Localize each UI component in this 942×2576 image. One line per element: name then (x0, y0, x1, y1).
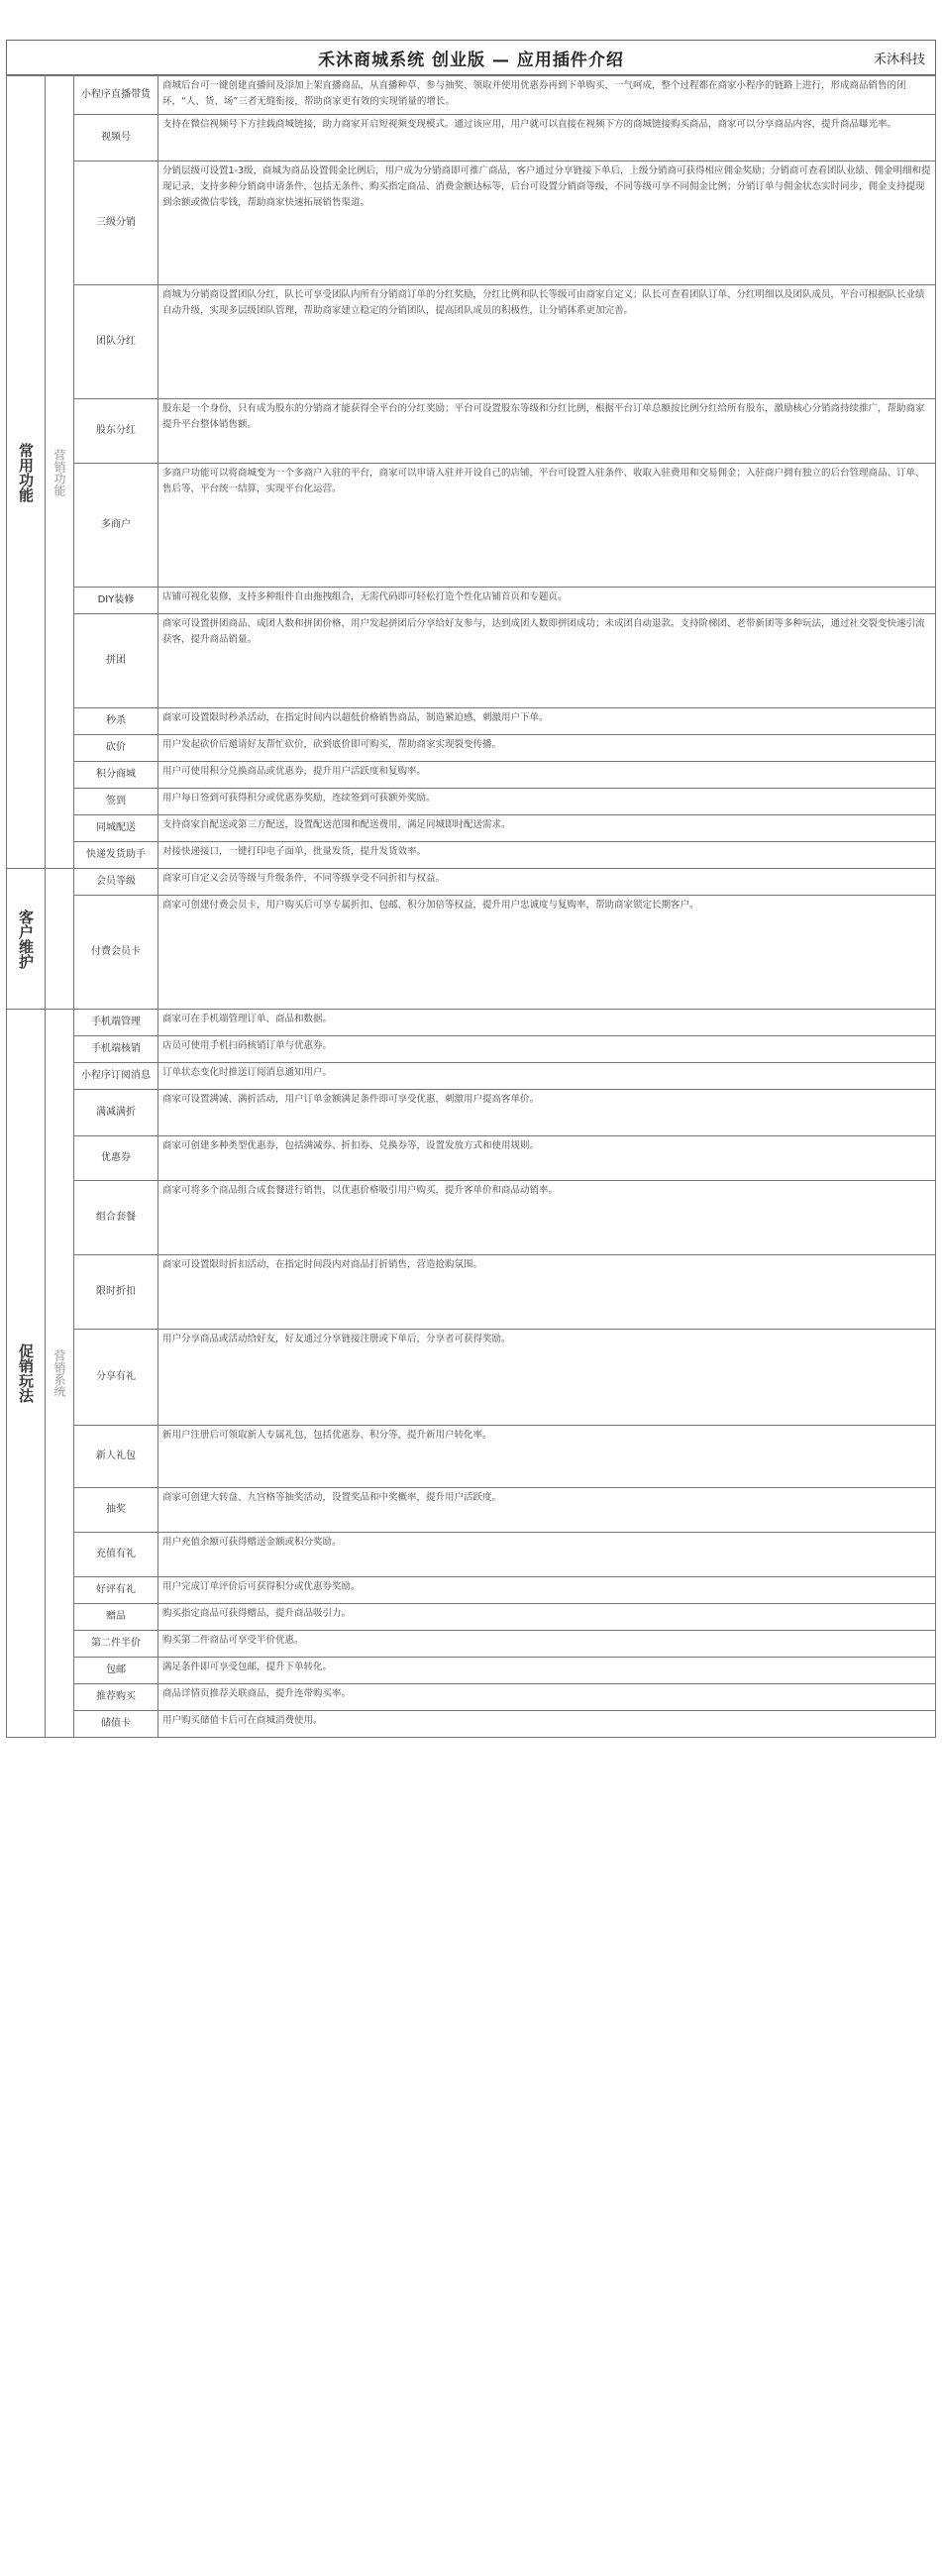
plugin-name: 手机端核销 (74, 1036, 158, 1063)
plugin-description: 商家可创建大转盘、九宫格等抽奖活动，设置奖品和中奖概率，提升用户活跃度。 (158, 1488, 936, 1533)
plugin-name: 充值有礼 (74, 1533, 158, 1577)
plugin-name: 股东分红 (74, 399, 158, 464)
plugin-name: 三级分销 (74, 161, 158, 285)
plugin-description: 商家可在手机端管理订单、商品和数据。 (158, 1010, 936, 1036)
plugin-table-body (7, 76, 936, 1738)
plugin-name: 抽奖 (74, 1488, 158, 1533)
plugin-description: 用户发起砍价后邀请好友帮忙砍价，砍到底价即可购买，帮助商家实现裂变传播。 (158, 735, 936, 762)
plugin-description: 多商户功能可以将商城变为一个多商户入驻的平台，商家可以申请入驻并开设自己的店铺，平台可设置入驻条件、收取入驻费用和交易佣金；入驻商户拥有独立的后台管理商品、订单、售后等，平台统一结算，实现平台化运营。 (158, 464, 936, 588)
plugin-description: 购买指定商品可获得赠品，提升商品吸引力。 (158, 1604, 936, 1631)
table-row (7, 76, 936, 115)
plugin-description: 商家可设置拼团商品、成团人数和拼团价格，用户发起拼团后分享给好友参与，达到成团人数即拼团成功；未成团自动退款。支持阶梯团、老带新团等多种玩法，通过社交裂变快速引流获客，提升商品销量。 (158, 614, 936, 708)
table-row (7, 1136, 936, 1181)
table-row (7, 1010, 936, 1036)
table-row (7, 1255, 936, 1330)
plugin-table (6, 75, 936, 1738)
plugin-name: 组合套餐 (74, 1181, 158, 1255)
title-bar (6, 40, 936, 75)
category-label: 促销玩法 (7, 1010, 46, 1738)
table-row (7, 399, 936, 464)
plugin-description: 商家可自定义会员等级与升级条件，不同等级享受不同折扣与权益。 (158, 869, 936, 896)
plugin-description: 商品详情页推荐关联商品，提升连带购买率。 (158, 1684, 936, 1711)
plugin-description: 用户购买储值卡后可在商城消费使用。 (158, 1711, 936, 1738)
plugin-description: 分销层级可设置1-3级，商城为商品设置佣金比例后，用户成为分销商即可推广商品，客户通过分享链接下单后，上级分销商可获得相应佣金奖励；分销商可查看团队业绩、佣金明细和提现记录，支持多种分销商申请条件，包括无条件、购买指定商品、消费金额达标等，后台可设置分销商等级，不同等级可享不同佣金比例；分销订单与佣金状态实时同步，佣金支持提现到余额或微信零钱，帮助商家快速拓展销售渠道。 (158, 161, 936, 285)
subcategory-label: 营销功能 (46, 76, 74, 869)
table-row (7, 1488, 936, 1533)
plugin-name: 团队分红 (74, 285, 158, 399)
plugin-name: 视频号 (74, 115, 158, 161)
table-row (7, 1036, 936, 1063)
table-row (7, 1577, 936, 1604)
plugin-description: 商家可创建付费会员卡，用户购买后可享专属折扣、包邮、积分加倍等权益，提升用户忠诚度与复购率，帮助商家锁定长期客户。 (158, 896, 936, 1010)
plugin-name: 包邮 (74, 1658, 158, 1684)
plugin-description: 新用户注册后可领取新人专属礼包，包括优惠券、积分等，提升新用户转化率。 (158, 1426, 936, 1488)
plugin-description: 满足条件即可享受包邮，提升下单转化。 (158, 1658, 936, 1684)
plugin-description: 购买第二件商品可享受半价优惠。 (158, 1631, 936, 1658)
table-row (7, 285, 936, 399)
table-row (7, 1330, 936, 1426)
table-row (7, 464, 936, 588)
plugin-name: 积分商城 (74, 762, 158, 789)
plugin-description: 支持在微信视频号下方挂载商城链接，助力商家开启短视频变现模式。通过该应用，用户就可以直接在视频下方的商城链接购买商品，商家可以分享商品内容，提升商品曝光率。 (158, 115, 936, 161)
table-row (7, 1181, 936, 1255)
plugin-description: 商城后台可一键创建直播间及添加上架直播商品，从直播种草、参与抽奖、领取并使用优惠券再到下单购买，一气呵成，整个过程都在商家小程序的链路上进行，形成商品销售的闭环，“人、货、场”三者无缝衔接，帮助商家更有效的实现销量的增长。 (158, 76, 936, 115)
plugin-description: 商家可设置限时折扣活动，在指定时间段内对商品打折销售，营造抢购氛围。 (158, 1255, 936, 1330)
table-row (7, 1711, 936, 1738)
plugin-description: 商家可设置满减、满折活动，用户订单金额满足条件即可享受优惠，刺激用户提高客单价。 (158, 1090, 936, 1136)
plugin-name: 多商户 (74, 464, 158, 588)
plugin-description: 商家可创建多种类型优惠券，包括满减券、折扣券、兑换券等，设置发放方式和使用规则。 (158, 1136, 936, 1181)
brand-name: 禾沐科技 (873, 53, 925, 67)
plugin-name: 好评有礼 (74, 1577, 158, 1604)
table-row (7, 1426, 936, 1488)
plugin-name: 付费会员卡 (74, 896, 158, 1010)
plugin-name: 同城配送 (74, 815, 158, 842)
plugin-description: 订单状态变化时推送订阅消息通知用户。 (158, 1063, 936, 1090)
category-label: 常用功能 (7, 76, 46, 869)
table-row (7, 1658, 936, 1684)
plugin-name: 小程序直播带货 (74, 76, 158, 115)
category-label: 客户维护 (7, 869, 46, 1010)
table-row (7, 815, 936, 842)
table-row (7, 614, 936, 708)
document-page (6, 40, 936, 1738)
table-row (7, 762, 936, 789)
plugin-description: 对接快递接口，一键打印电子面单，批量发货，提升发货效率。 (158, 842, 936, 869)
table-row (7, 1631, 936, 1658)
plugin-name: DIY装修 (74, 588, 158, 614)
table-row (7, 842, 936, 869)
table-row (7, 789, 936, 815)
plugin-name: 手机端管理 (74, 1010, 158, 1036)
table-row (7, 735, 936, 762)
subcategory-label: 营销系统 (46, 1010, 74, 1738)
table-row (7, 1684, 936, 1711)
plugin-description: 店员可使用手机扫码核销订单与优惠券。 (158, 1036, 936, 1063)
plugin-description: 用户每日签到可获得积分或优惠券奖励，连续签到可获额外奖励。 (158, 789, 936, 815)
table-row (7, 896, 936, 1010)
table-row (7, 708, 936, 735)
plugin-name: 限时折扣 (74, 1255, 158, 1330)
plugin-description: 店铺可视化装修，支持多种组件自由拖拽组合，无需代码即可轻松打造个性化店铺首页和专题页。 (158, 588, 936, 614)
plugin-description: 商家可将多个商品组合成套餐进行销售，以优惠价格吸引用户购买，提升客单价和商品动销率。 (158, 1181, 936, 1255)
subcategory-label (46, 869, 74, 1010)
plugin-description: 用户充值余额可获得赠送金额或积分奖励。 (158, 1533, 936, 1577)
plugin-name: 储值卡 (74, 1711, 158, 1738)
plugin-description: 商家可设置限时秒杀活动，在指定时间内以超低价格销售商品，制造紧迫感，刺激用户下单。 (158, 708, 936, 735)
plugin-name: 推荐购买 (74, 1684, 158, 1711)
plugin-name: 拼团 (74, 614, 158, 708)
plugin-name: 第二件半价 (74, 1631, 158, 1658)
table-row (7, 1090, 936, 1136)
plugin-name: 快递发货助手 (74, 842, 158, 869)
page-title: 禾沐商城系统 创业版 — 应用插件介绍 (318, 50, 624, 70)
plugin-name: 赠品 (74, 1604, 158, 1631)
plugin-name: 会员等级 (74, 869, 158, 896)
plugin-name: 满减满折 (74, 1090, 158, 1136)
table-row (7, 115, 936, 161)
plugin-name: 秒杀 (74, 708, 158, 735)
table-row (7, 869, 936, 896)
plugin-description: 股东是一个身份，只有成为股东的分销商才能获得全平台的分红奖励；平台可设置股东等级和分红比例，根据平台订单总额按比例分红给所有股东，激励核心分销商持续推广，帮助商家提升平台整体销售额。 (158, 399, 936, 464)
table-row (7, 588, 936, 614)
plugin-name: 小程序订阅消息 (74, 1063, 158, 1090)
plugin-name: 砍价 (74, 735, 158, 762)
table-row (7, 161, 936, 285)
plugin-name: 优惠券 (74, 1136, 158, 1181)
plugin-description: 用户分享商品或活动给好友，好友通过分享链接注册或下单后，分享者可获得奖励。 (158, 1330, 936, 1426)
table-row (7, 1063, 936, 1090)
plugin-name: 新人礼包 (74, 1426, 158, 1488)
plugin-description: 商城为分销商设置团队分红，队长可享受团队内所有分销商订单的分红奖励，分红比例和队长等级可由商家自定义；队长可查看团队订单、分红明细以及团队成员，平台可根据队长业绩自动升级，实现多层级团队管理，帮助商家建立稳定的分销团队，提高团队成员的积极性，让分销体系更加完善。 (158, 285, 936, 399)
plugin-description: 用户完成订单评价后可获得积分或优惠券奖励。 (158, 1577, 936, 1604)
table-row (7, 1604, 936, 1631)
plugin-name: 签到 (74, 789, 158, 815)
plugin-description: 用户可使用积分兑换商品或优惠券，提升用户活跃度和复购率。 (158, 762, 936, 789)
table-row (7, 1533, 936, 1577)
plugin-name: 分享有礼 (74, 1330, 158, 1426)
plugin-description: 支持商家自配送或第三方配送，设置配送范围和配送费用，满足同城即时配送需求。 (158, 815, 936, 842)
